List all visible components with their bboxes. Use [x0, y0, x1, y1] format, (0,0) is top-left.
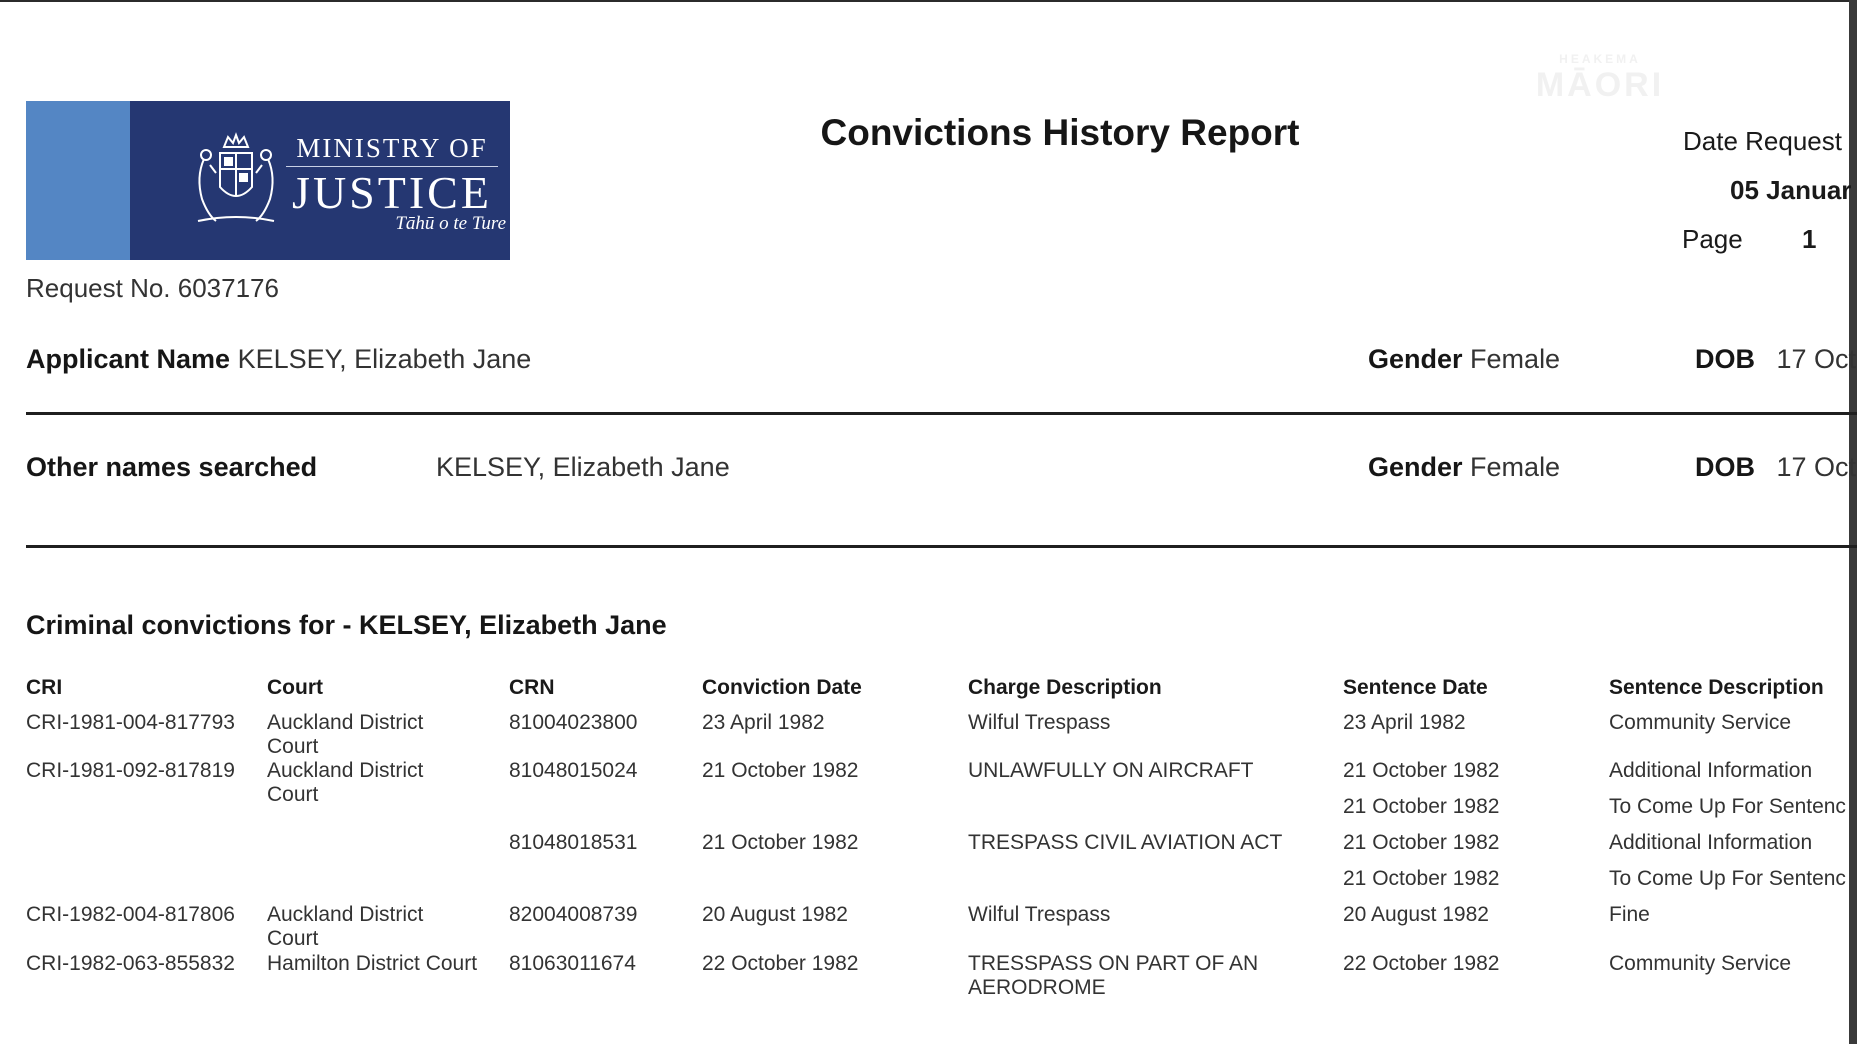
applicant-dob [1695, 344, 1856, 375]
cell-sentence-date: 21 October 1982 [1343, 795, 1500, 818]
other-names-gender-label: Gender [1368, 452, 1463, 482]
broadcaster-watermark [1525, 52, 1675, 104]
cell-conviction-date: 22 October 1982 [702, 952, 859, 975]
cell-conviction-date: 23 April 1982 [702, 711, 825, 734]
cell-crn: 82004008739 [509, 903, 638, 926]
other-names-value: KELSEY, Elizabeth Jane [436, 452, 730, 482]
applicant-name-value: KELSEY, Elizabeth Jane [237, 344, 532, 374]
cell-cri: CRI-1982-063-855832 [26, 952, 235, 975]
logo-tagline: Tāhū o te Ture [395, 213, 506, 234]
date-request-value: 05 Januar [1730, 175, 1852, 205]
other-names-dob [1695, 452, 1856, 483]
other-names-label [26, 452, 317, 483]
cell-conviction-date: 20 August 1982 [702, 903, 848, 926]
cell-court: Hamilton District Court [267, 952, 478, 975]
page-label: Page [1682, 224, 1743, 254]
cell-sentence-date: 20 August 1982 [1343, 903, 1489, 926]
cell-crn: 81004023800 [509, 711, 638, 734]
applicant-gender-label: Gender [1368, 344, 1463, 374]
column-header-cri: CRI [26, 676, 63, 699]
convictions-section-title: Criminal convictions for - KELSEY, Elizabeth Jane [26, 610, 667, 640]
request-number: Request No. 6037176 [26, 273, 279, 303]
cell-sentence-date: 21 October 1982 [1343, 867, 1500, 890]
column-header-crn: CRN [509, 676, 555, 699]
ministry-of-justice-logo [26, 101, 510, 260]
cell-charge-description: TRESSPASS ON PART OF AN AERODROME [968, 952, 1259, 999]
cell-crn: 81048018531 [509, 831, 638, 854]
cell-sentence-date: 21 October 1982 [1343, 831, 1500, 854]
cell-sentence-description: Additional Information [1609, 759, 1813, 782]
top-border [0, 0, 1857, 2]
column-header-sentence-description: Sentence Description [1609, 676, 1824, 699]
applicant-gender-value: Female [1470, 344, 1561, 374]
column-header-court: Court [267, 676, 323, 699]
date-request-label: Date Request [1683, 126, 1842, 156]
cell-charge-description: Wilful Trespass [968, 711, 1111, 734]
watermark-small-text: HEAKEMA [1559, 52, 1641, 66]
divider-rule [26, 412, 1857, 415]
cell-charge-description: TRESPASS CIVIL AVIATION ACT [968, 831, 1283, 854]
cell-crn: 81048015024 [509, 759, 638, 782]
cell-sentence-description: Community Service [1609, 711, 1792, 734]
cell-sentence-date: 23 April 1982 [1343, 711, 1466, 734]
applicant-name-label: Applicant Name [26, 344, 231, 374]
column-header-sentence-date: Sentence Date [1343, 676, 1488, 699]
cell-conviction-date: 21 October 1982 [702, 831, 859, 854]
cell-sentence-date: 22 October 1982 [1343, 952, 1500, 975]
other-names-label-text: Other names searched [26, 452, 318, 482]
applicant-name-row [26, 344, 531, 375]
cell-sentence-description: To Come Up For Sentenc [1609, 795, 1846, 818]
divider-rule [26, 545, 1857, 548]
applicant-dob-label: DOB [1695, 344, 1755, 374]
other-names-dob-label: DOB [1695, 452, 1755, 482]
cell-court: Auckland District Court [267, 903, 424, 950]
column-header-conviction-date: Conviction Date [702, 676, 862, 699]
coat-of-arms-icon [180, 129, 292, 231]
cell-court: Auckland District Court [267, 759, 424, 806]
cell-conviction-date: 21 October 1982 [702, 759, 859, 782]
cell-cri: CRI-1981-092-817819 [26, 759, 235, 782]
other-names-dob-value: 17 Oct [1776, 452, 1857, 482]
column-header-charge-description: Charge Description [968, 676, 1162, 699]
logo-accent-strip [26, 101, 130, 260]
logo-justice: JUSTICE [292, 167, 492, 218]
watermark-big-text: MĀORI [1535, 66, 1665, 104]
cell-cri: CRI-1982-004-817806 [26, 903, 235, 926]
cell-sentence-date: 21 October 1982 [1343, 759, 1500, 782]
cell-cri: CRI-1981-004-817793 [26, 711, 235, 734]
cell-crn: 81063011674 [509, 952, 636, 975]
applicant-gender [1368, 344, 1560, 375]
cell-charge-description: UNLAWFULLY ON AIRCRAFT [968, 759, 1254, 782]
other-names-gender [1368, 452, 1560, 483]
applicant-dob-value: 17 Oct [1776, 344, 1857, 374]
cell-charge-description: Wilful Trespass [968, 903, 1111, 926]
cell-sentence-description: To Come Up For Sentenc [1609, 867, 1846, 890]
report-title: Convictions History Report [820, 112, 1300, 153]
right-border [1849, 0, 1857, 1044]
cell-sentence-description: Community Service [1609, 952, 1792, 975]
cell-sentence-description: Fine [1609, 903, 1650, 926]
cell-court: Auckland District Court [267, 711, 424, 758]
page-number: 1 [1802, 224, 1817, 254]
cell-sentence-description: Additional Information [1609, 831, 1813, 854]
other-names-gender-value: Female [1470, 452, 1561, 482]
logo-ministry-of: MINISTRY OF [296, 133, 488, 163]
